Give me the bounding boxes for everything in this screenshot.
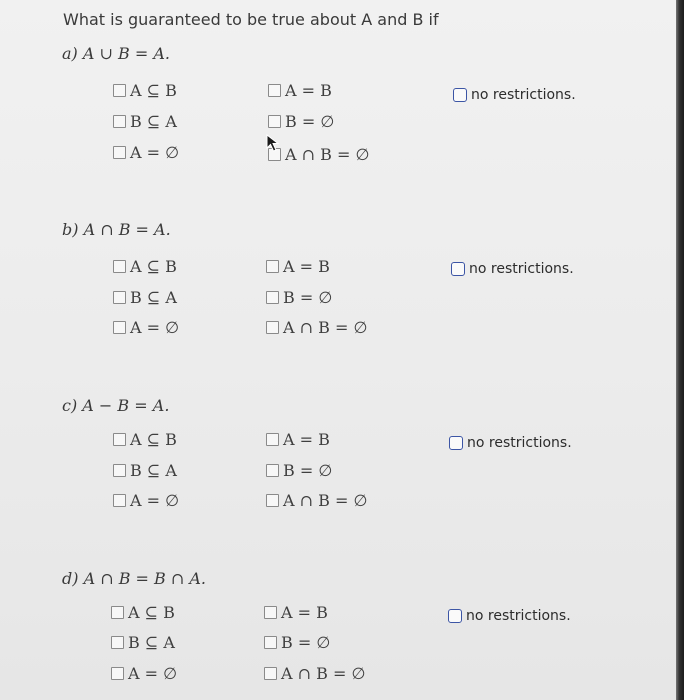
checkbox[interactable]: [264, 667, 277, 680]
option-a-no-restrictions[interactable]: no restrictions.: [453, 87, 576, 103]
question-d-label: d) A ∩ B = B ∩ A.: [62, 569, 207, 588]
checkbox[interactable]: [449, 436, 463, 450]
question-b-label: b) A ∩ B = A.: [62, 220, 171, 239]
checkbox[interactable]: [266, 321, 279, 334]
checkbox[interactable]: [111, 636, 124, 649]
option-c-intersection-empty[interactable]: A ∩ B = ∅: [266, 491, 367, 510]
checkbox[interactable]: [113, 260, 126, 273]
option-a-a-eq-b[interactable]: A = B: [268, 81, 332, 100]
option-b-intersection-empty[interactable]: A ∩ B = ∅: [266, 318, 367, 337]
checkbox[interactable]: [113, 84, 126, 97]
checkbox[interactable]: [448, 609, 462, 623]
option-d-a-empty[interactable]: A = ∅: [111, 664, 177, 683]
option-c-no-restrictions[interactable]: no restrictions.: [449, 435, 572, 451]
checkbox[interactable]: [266, 494, 279, 507]
option-c-a-subset-b[interactable]: A ⊆ B: [113, 430, 177, 449]
option-c-a-eq-b[interactable]: A = B: [266, 430, 330, 449]
option-d-no-restrictions[interactable]: no restrictions.: [448, 608, 571, 624]
prompt-text: What is guaranteed to be true about A and B if: [63, 10, 439, 29]
checkbox[interactable]: [113, 115, 126, 128]
option-d-a-eq-b[interactable]: A = B: [264, 603, 328, 622]
checkbox[interactable]: [264, 636, 277, 649]
checkbox[interactable]: [113, 464, 126, 477]
checkbox[interactable]: [266, 260, 279, 273]
option-a-a-subset-b[interactable]: A ⊆ B: [113, 81, 177, 100]
option-b-b-subset-a[interactable]: B ⊆ A: [113, 288, 177, 307]
checkbox[interactable]: [111, 606, 124, 619]
checkbox[interactable]: [113, 433, 126, 446]
checkbox[interactable]: [113, 291, 126, 304]
option-d-b-subset-a[interactable]: B ⊆ A: [111, 633, 175, 652]
checkbox[interactable]: [113, 146, 126, 159]
screen-bezel-edge: [676, 0, 684, 700]
option-c-b-empty[interactable]: B = ∅: [266, 461, 332, 480]
option-d-b-empty[interactable]: B = ∅: [264, 633, 330, 652]
mouse-pointer-icon: [266, 134, 280, 152]
option-a-b-subset-a[interactable]: B ⊆ A: [113, 112, 177, 131]
option-b-a-empty[interactable]: A = ∅: [113, 318, 179, 337]
option-c-a-empty[interactable]: A = ∅: [113, 491, 179, 510]
option-a-intersection-empty[interactable]: A ∩ B = ∅: [268, 145, 369, 164]
question-c-label: c) A − B = A.: [62, 396, 170, 415]
checkbox[interactable]: [268, 115, 281, 128]
option-a-b-empty[interactable]: B = ∅: [268, 112, 334, 131]
option-d-intersection-empty[interactable]: A ∩ B = ∅: [264, 664, 365, 683]
option-b-no-restrictions[interactable]: no restrictions.: [451, 261, 574, 277]
question-a-label: a) A ∪ B = A.: [62, 44, 170, 63]
checkbox[interactable]: [451, 262, 465, 276]
checkbox[interactable]: [453, 88, 467, 102]
option-d-a-subset-b[interactable]: A ⊆ B: [111, 603, 175, 622]
option-b-a-subset-b[interactable]: A ⊆ B: [113, 257, 177, 276]
checkbox[interactable]: [113, 321, 126, 334]
option-c-b-subset-a[interactable]: B ⊆ A: [113, 461, 177, 480]
checkbox[interactable]: [266, 291, 279, 304]
option-b-a-eq-b[interactable]: A = B: [266, 257, 330, 276]
checkbox[interactable]: [113, 494, 126, 507]
option-b-b-empty[interactable]: B = ∅: [266, 288, 332, 307]
checkbox[interactable]: [111, 667, 124, 680]
checkbox[interactable]: [266, 433, 279, 446]
option-a-a-empty[interactable]: A = ∅: [113, 143, 179, 162]
checkbox[interactable]: [264, 606, 277, 619]
checkbox[interactable]: [268, 84, 281, 97]
checkbox[interactable]: [266, 464, 279, 477]
